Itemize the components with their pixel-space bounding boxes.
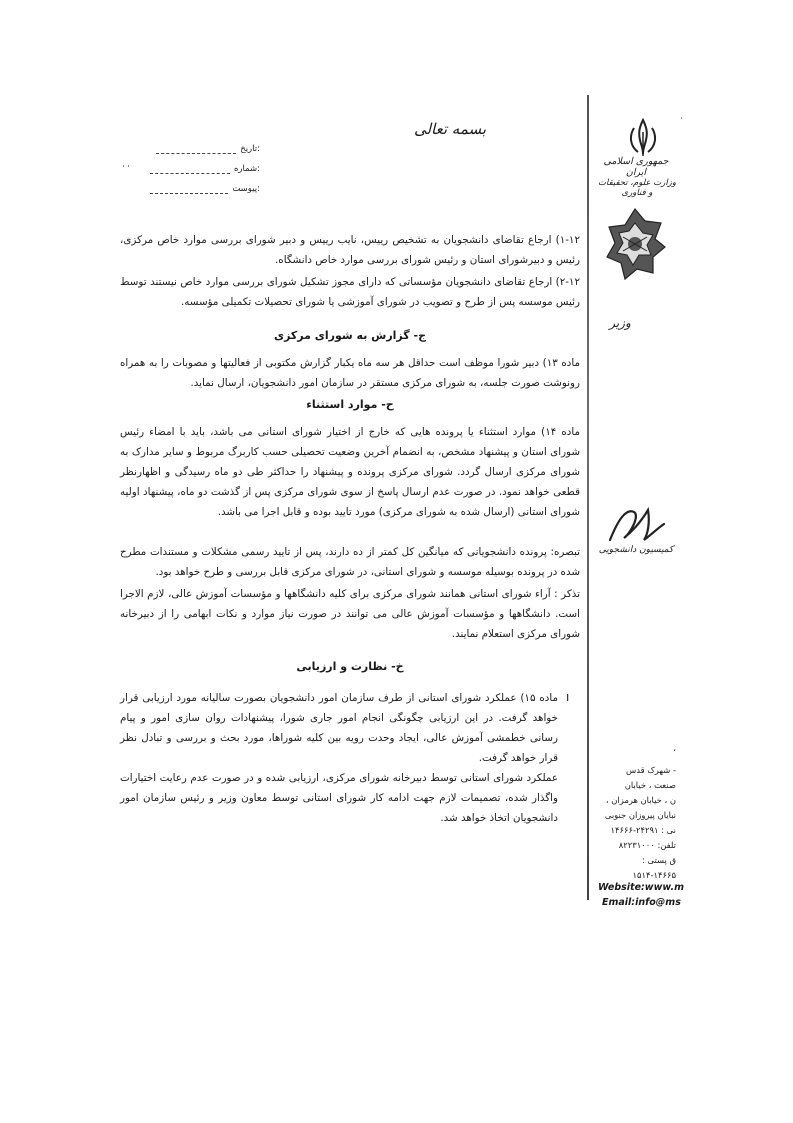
address-line-8: ق پستی : — [642, 855, 676, 865]
attachment-label: پیوست: — [232, 184, 260, 194]
article-14: ماده ۱۴) موارد استثناء یا پرونده هایی که خارج از اختیار شورای استانی می باشد، باید با امضاء رئیس شورای استان و پیشنهاد مشخص، به انضمام آخرین وضعیت تحصیلی حسب کاربرگ مربوط و سایر مدارک به شورای مرکزی ارسال گردد. شورای مرکزی پرونده و پیشنهاد را حداکثر طی دو ماه رسیدگی و اظهارنظر قطعی خواهد نمود. در صورت عدم ارسال پاسخ از سوی شورای مرکزی پس از گذشت دو ماه، پیشنهاد اولیه شورای استانی (ارسال شده به شورای مرکزی) مورد تایید بوده و قابل اجرا می باشد. — [120, 426, 580, 518]
iran-emblem — [626, 118, 660, 158]
heading-supervision: خ- نظارت و ارزیابی — [296, 660, 404, 673]
letterhead-divider-line — [587, 95, 589, 900]
date-value-line — [156, 144, 236, 154]
article-15: ماده ۱۵) عملکرد شورای استانی از طرف سازمان امور دانشجویان بصورت سالیانه مورد ارزیابی قرار خواهد گرفت. در این ارزیابی چگونگی انجام امور جاری شورا، پیشنهادات روان سازی امور و پیام رسانی خطمشی آموزش عالی، ایجاد وحدت رویه بین کلیه شوراها، مورد بحث و بررسی و تبادل نظر قرار خواهد گرفت. — [120, 692, 559, 764]
attachment-value-line — [150, 184, 228, 194]
address-line-2: - شهرک قدس — [626, 765, 676, 775]
emblem-mark: · — [680, 114, 683, 124]
attachment-field — [150, 184, 260, 194]
decorative-ornament — [603, 207, 667, 281]
article-13: ماده ۱۳) دبیر شورا موظف است حداقل هر سه ماه یکبار گزارش مکتوبی از فعالیتها و مصوبات را به همراه رونوشت صورت جلسه، به شورای مرکزی مستقر در سازمان امور دانشجویان، ارسال نماید. — [120, 357, 580, 389]
evaluation-paragraph: عملکرد شورای استانی توسط دبیرخانه شورای مرکزی، ارزیابی شده و در صورت عدم رعایت اختیارات واگذار شده، تصمیمات لازم جهت ادامه کار شورای استانی توسط معاون وزیر و رئیس سازمان امور دانشجویان اتخاذ خواهد شد. — [120, 772, 558, 824]
reminder-tazakor: تذکر : آراء شورای استانی همانند شورای مرکزی برای کلیه دانشگاهها و مؤسسات آموزش عالی، لازم الاجرا است. دانشگاهها و مؤسسات آموزش عالی می توانند در صورت نیاز موارد و نکات ابهامی را از دبیرخانه شورای مرکزی استعلام نمایند. — [120, 588, 580, 640]
basmala-heading: بسمه تعالی — [413, 120, 487, 138]
address-line-3: صنعت ، خیابان — [624, 780, 676, 790]
address-line-5: نبایان پیروزان جنوبی — [604, 810, 676, 820]
heading-exceptions: ح- موارد استثناء — [306, 398, 394, 411]
paragraph-12-1: ۱-۱۲) ارجاع تقاضای دانشجویان به تشخیص رییس، نایب رییس و دبیر شورای بررسی موارد خاص مرکزی، رئیس و دبیرشورای استان و رئیس شورای بررسی موارد خاص دانشگاه. — [120, 234, 580, 266]
address-line-7: تلفن: ۸۲۲۳۱۰۰۰ — [618, 840, 676, 850]
email-text: Email:info@ms — [602, 897, 681, 908]
address-line-9: ۱۵۱۴-۱۴۶۶۵ — [632, 870, 676, 880]
number-value-line — [150, 164, 230, 174]
margin-mark: ˙˙ — [121, 165, 131, 176]
paragraph-12-2: ۲-۱۲) ارجاع تقاضای دانشجویان مؤسساتی که دارای مجوز تشکیل شورای بررسی موارد خاص نیستند توسط رئیس موسسه پس از طرح و تصویب در شورای آموزشی یا شورای تحصیلات تکمیلی مؤسسه. — [120, 276, 580, 308]
address-line-1: ، — [673, 743, 676, 753]
address-line-6: نی : ۲۴۲۹۱-۱۴۶۶۶ — [610, 825, 676, 835]
number-label: شماره: — [233, 164, 260, 174]
website-text: Website:www.m — [598, 882, 685, 893]
number-field — [150, 164, 260, 174]
signature-caption: کمیسیون دانشجویی — [598, 545, 674, 555]
heading-central-report: ج- گزارش به شورای مرکزی — [273, 329, 426, 342]
date-field — [150, 144, 260, 154]
office-label: وزیر — [609, 316, 631, 330]
republic-label: جمهوری اسلامی ایران — [603, 156, 669, 178]
margin-bullet: ı — [566, 690, 570, 704]
address-line-4: ن ، خیابان هرمزان ، — [605, 795, 676, 805]
note-tabsareh: تبصره: پرونده دانشجویانی که میانگین کل کمتر از ده دارند، پس از تایید رسمی مشکلات و مستندات مطرح شده در پرونده بوسیله موسسه و شورای استانی، در شورای مرکزی قابل بررسی و طرح خواهد بود. — [120, 546, 580, 578]
date-label: تاریخ: — [240, 144, 260, 154]
signature — [604, 500, 668, 550]
ministry-label: وزارت علوم، تحقیقات و فناوری — [598, 178, 676, 198]
